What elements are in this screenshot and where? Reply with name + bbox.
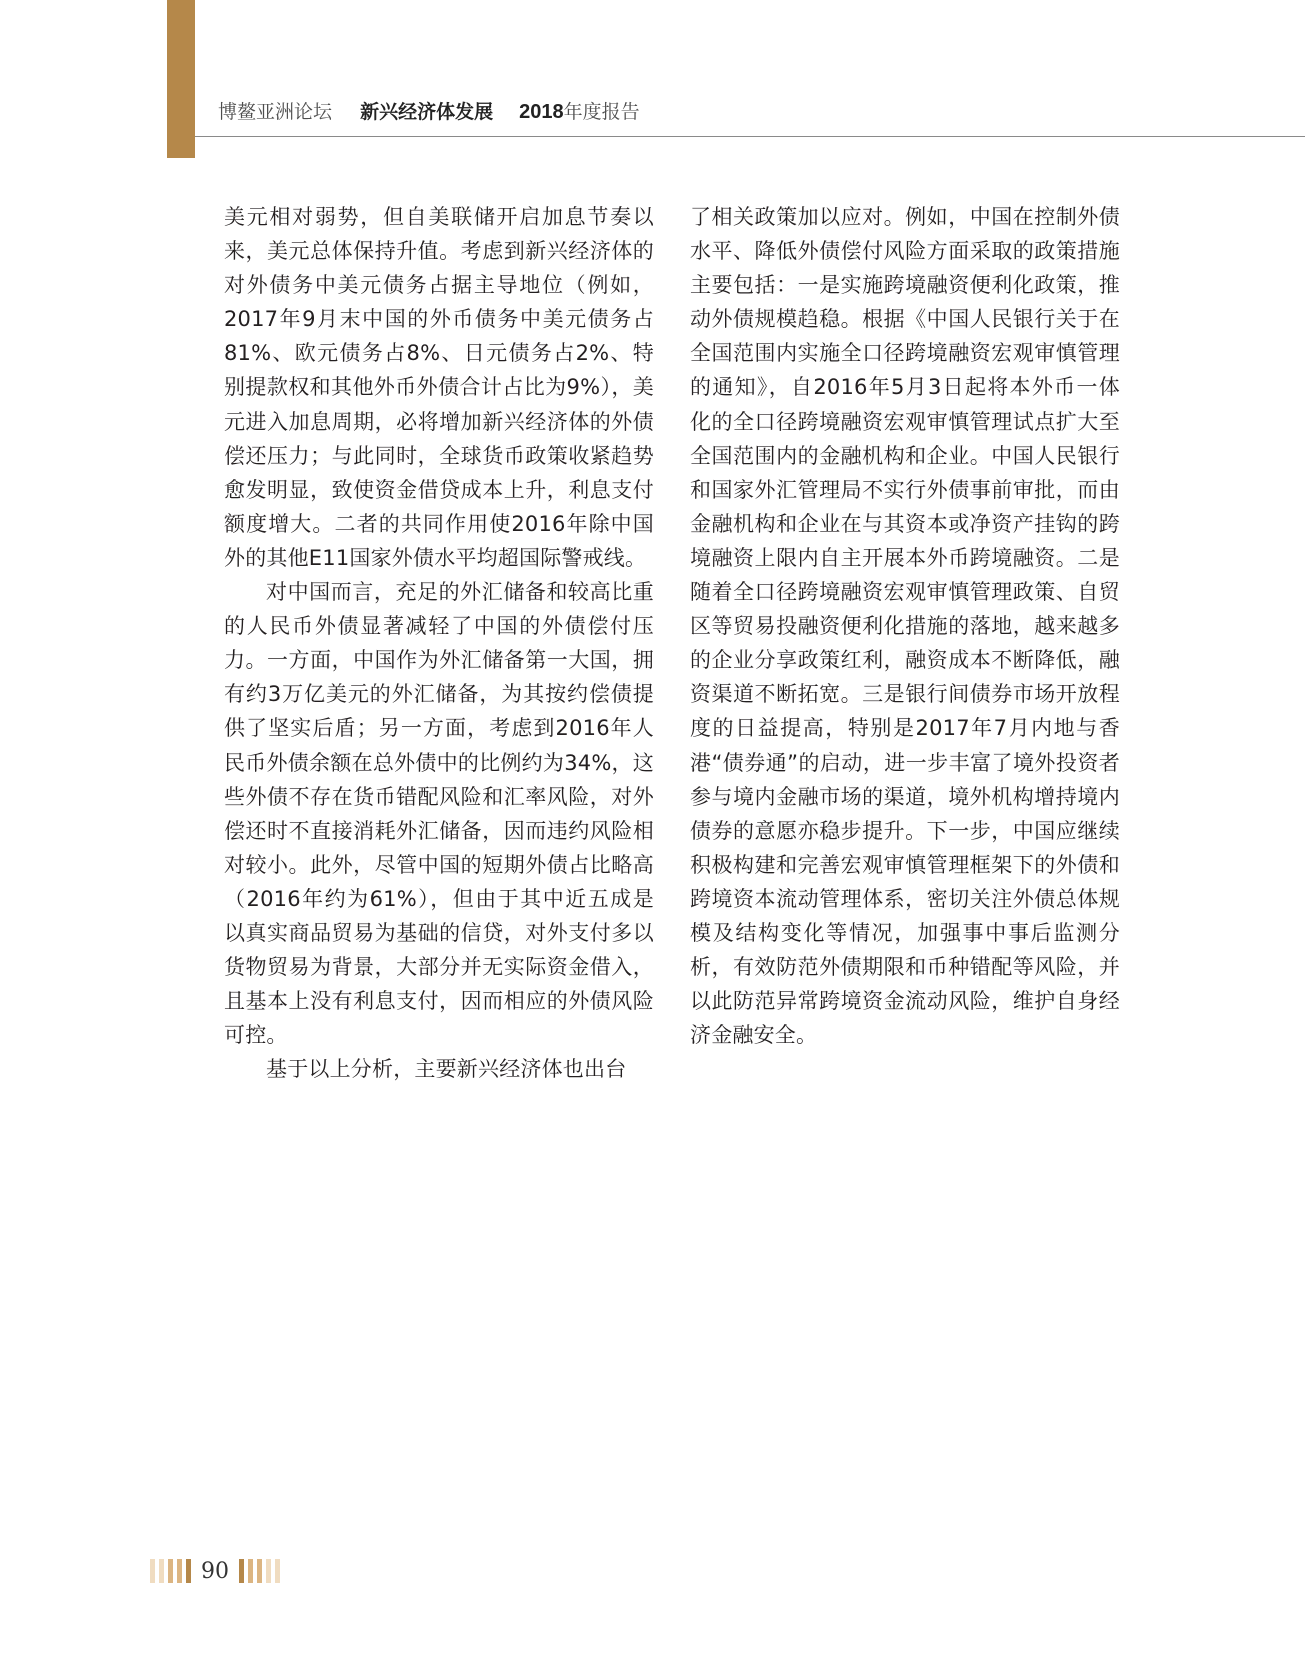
paragraph: 了相关政策加以应对。例如，中国在控制外债水平、降低外债偿付风险方面采取的政策措施主要包括：一是实施跨境融资便利化政策，推动外债规模趋稳。根据《中国人民银行关于在全国范围内实施全口径跨境融资宏观审慎管理的通知》，自2016年5月3日起将本外币一体化的全口径跨境融资宏观审慎管理试点扩大至全国范围内的金融机构和企业。中国人民银行和国家外汇管理局不实行外债事前审批，而由金融机构和企业在与其资本或净资产挂钩的跨境融资上限内自主开展本外币跨境融资。二是随着全口径跨境融资宏观审慎管理政策、自贸区等贸易投融资便利化措施的落地，越来越多的企业分享政策红利，融资成本不断降低，融资渠道不断拓宽。三是银行间债券市场开放程度的日益提高，特别是2017年7月内地与香港“债券通”的启动，进一步丰富了境外投资者参与境内金融市场的渠道，境外机构增持境内债券的意愿亦稳步提升。下一步，中国应继续积极构建和完善宏观审慎管理框架下的外债和跨境资本流动管理体系，密切关注外债总体规模及结构变化等情况，加强事中事后监测分析，有效防范外债期限和币种错配等风险，并以此防范异常跨境资金流动风险，维护自身经济金融安全。 [690, 205, 1120, 1048]
stripe [168, 1559, 173, 1583]
chapter-tab-accent [167, 0, 195, 158]
footer-stripes-left [150, 1559, 195, 1583]
paragraph: 美元相对弱势，但自美联储开启加息节奏以来，美元总体保持升值。考虑到新兴经济体的对外债务中美元债务占据主导地位（例如，2017年9月末中国的外币债务中美元债务占81%、欧元债务占8%、日元债务占2%、特别提款权和其他外币外债合计占比为9%），美元进入加息周期，必将增加新兴经济体的外债偿还压力；与此同时，全球货币政策收紧趋势愈发明显，致使资金借贷成本上升，利息支付额度增大。二者的共同作用使2016年除中国外的其他E11国家外债水平均超国际警戒线。 [224, 205, 654, 570]
left-column [224, 200, 654, 1086]
page-footer [150, 1558, 284, 1584]
running-header [218, 97, 640, 124]
stripe [266, 1559, 271, 1583]
paragraph: 基于以上分析，主要新兴经济体也出台 [266, 1057, 627, 1082]
stripe [177, 1559, 182, 1583]
stripe [257, 1559, 262, 1583]
header-forum-name: 博鳌亚洲论坛 [218, 101, 333, 123]
header-year: 2018 [519, 101, 564, 123]
header-suffix: 年度报告 [563, 101, 640, 123]
page-number: 90 [201, 1558, 229, 1584]
footer-stripes-right [239, 1559, 284, 1583]
stripe [150, 1559, 155, 1583]
right-column [690, 200, 1120, 1052]
header-rule [195, 136, 1305, 137]
stripe [159, 1559, 164, 1583]
stripe [186, 1559, 191, 1583]
stripe [248, 1559, 253, 1583]
header-report-title: 新兴经济体发展 [360, 101, 494, 123]
paragraph: 对中国而言，充足的外汇储备和较高比重的人民币外债显著减轻了中国的外债偿付压力。一方面，中国作为外汇储备第一大国，拥有约3万亿美元的外汇储备，为其按约偿债提供了坚实后盾；另一方面，考虑到2016年人民币外债余额在总外债中的比例约为34%，这些外债不存在货币错配风险和汇率风险，对外偿还时不直接消耗外汇储备，因而违约风险相对较小。此外，尽管中国的短期外债占比略高（2016年约为61%），但由于其中近五成是以真实商品贸易为基础的信贷，对外支付多以货物贸易为背景，大部分并无实际资金借入，且基本上没有利息支付，因而相应的外债风险可控。 [224, 580, 654, 1048]
stripe [275, 1559, 280, 1583]
stripe [239, 1559, 244, 1583]
